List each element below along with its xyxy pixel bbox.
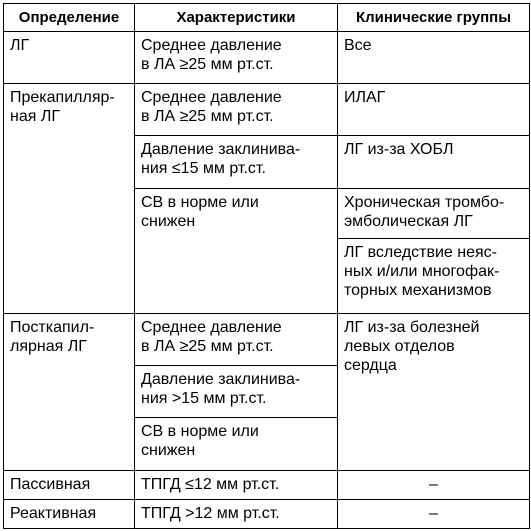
characteristic-cell: ТПГД ≤12 мм рт.ст.	[135, 470, 338, 499]
characteristic-cell: СВ в норме или снижен	[135, 188, 338, 313]
characteristic-cell: ТПГД >12 мм рт.ст.	[135, 499, 338, 528]
clinical-group-cell: –	[338, 470, 530, 499]
clinical-group-cell: ЛГ из-за ХОБЛ	[338, 136, 530, 188]
header-row	[4, 4, 530, 32]
hypertension-classification-table	[3, 3, 530, 529]
characteristic-cell: Давление заклинива- ния >15 мм рт.ст.	[135, 366, 338, 418]
definition-cell: Прекапилляр- ная ЛГ	[4, 84, 135, 314]
table-row	[4, 313, 530, 365]
characteristic-cell: Среднее давление в ЛА ≥25 мм рт.ст.	[135, 84, 338, 136]
definition-cell: Пассивная	[4, 470, 135, 499]
table-row	[4, 470, 530, 499]
characteristic-cell: СВ в норме или снижен	[135, 418, 338, 470]
clinical-group-cell: –	[338, 499, 530, 528]
clinical-group-cell: ЛГ из-за болезней левых отделов сердца	[338, 313, 530, 470]
clinical-group-cell: ЛГ вследствие неяс- ных и/или многофак- торных механизмов	[338, 238, 530, 313]
table-row	[4, 499, 530, 528]
characteristic-cell: Среднее давление в ЛА ≥25 мм рт.ст.	[135, 32, 338, 84]
table-row	[4, 84, 530, 136]
definition-cell: ЛГ	[4, 32, 135, 84]
characteristic-cell: Среднее давление в ЛА ≥25 мм рт.ст.	[135, 313, 338, 365]
clinical-group-cell: ИЛАГ	[338, 84, 530, 136]
clinical-group-cell: Все	[338, 32, 530, 84]
clinical-group-cell: Хроническая тромбо- эмболическая ЛГ	[338, 188, 530, 238]
table-row	[4, 32, 530, 84]
header-characteristics: Характеристики	[135, 4, 338, 32]
header-definition: Определение	[4, 4, 135, 32]
definition-cell: Реактивная	[4, 499, 135, 528]
characteristic-cell: Давление заклинива- ния ≤15 мм рт.ст.	[135, 136, 338, 188]
header-clinical-groups: Клинические группы	[338, 4, 530, 32]
definition-cell: Посткапил- лярная ЛГ	[4, 313, 135, 470]
